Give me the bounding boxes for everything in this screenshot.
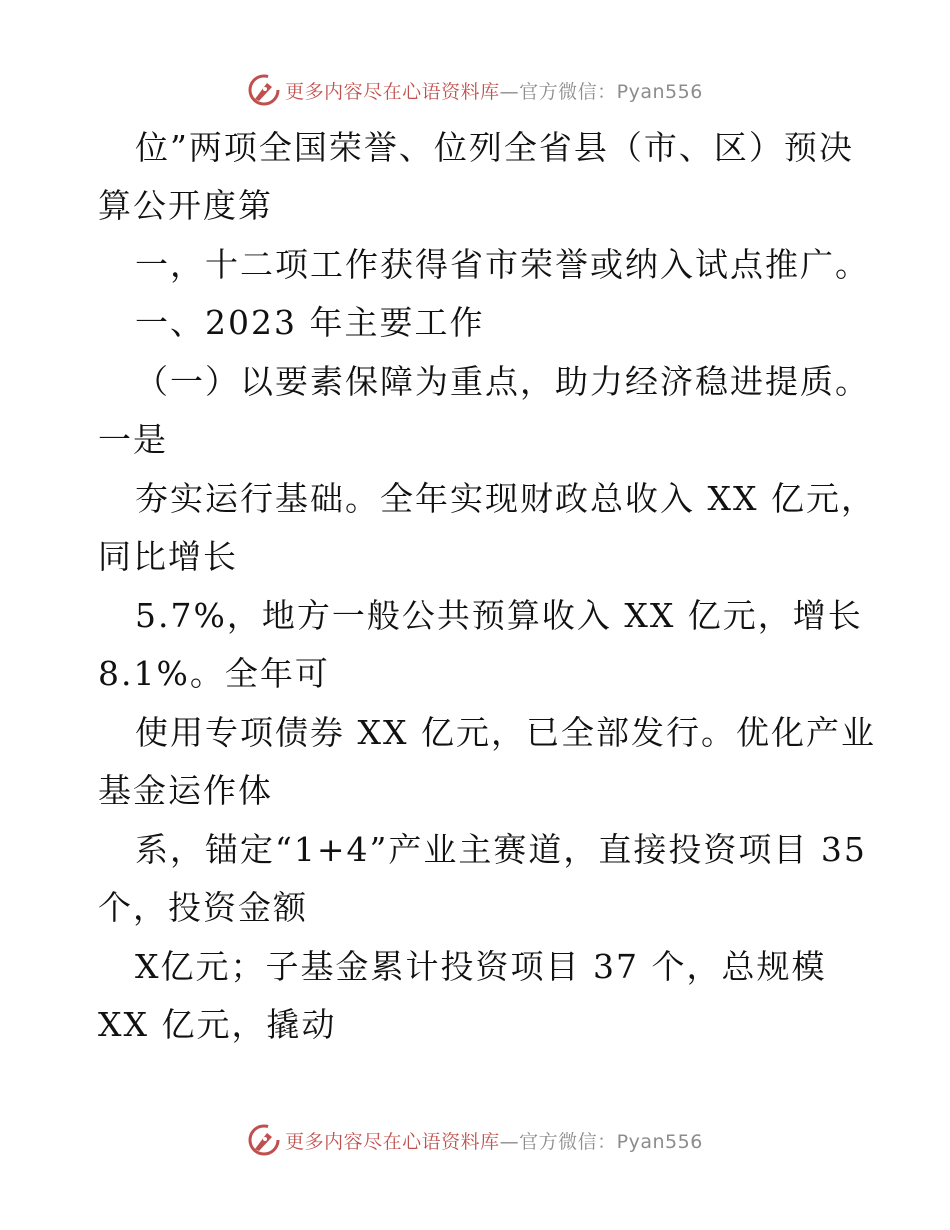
- text-line: 算公开度第: [98, 186, 273, 225]
- section-heading: 一、2023 年主要工作: [135, 303, 485, 342]
- subsection-heading: （一）以要素保障为重点，助力经济稳进提质。: [135, 362, 870, 401]
- footer-watermark: [0, 1122, 950, 1158]
- watermark-contact: —官方微信：Pyan556: [499, 1130, 703, 1153]
- text-line: 夯实运行基础。全年实现财政总收入 XX 亿元，: [135, 479, 876, 518]
- watermark-brand: 更多内容尽在心语资料库: [285, 80, 500, 103]
- text-line: 同比增长: [98, 537, 238, 576]
- text-line: 系，锚定“1+4”产业主赛道，直接投资项目 35: [135, 830, 867, 869]
- text-line: 基金运作体: [98, 771, 273, 810]
- watermark-brand: 更多内容尽在心语资料库: [285, 1130, 500, 1153]
- text-line: 位”两项全国荣誉、位列全省县（市、区）预决: [135, 128, 854, 167]
- text-line: X亿元；子基金累计投资项目 37 个，总规模: [135, 947, 827, 986]
- text-line: 8.1%。全年可: [98, 654, 330, 693]
- watermark-text: [285, 1127, 703, 1154]
- text-line: XX 亿元，撬动: [98, 1005, 337, 1044]
- text-line: 一是: [98, 420, 168, 459]
- pen-nib-logo-icon: [247, 1123, 281, 1157]
- text-line: 个，投资金额: [98, 888, 308, 927]
- text-line: 5.7%，地方一般公共预算收入 XX 亿元，增长: [135, 596, 863, 635]
- watermark-contact: —官方微信：Pyan556: [499, 80, 703, 103]
- text-line: 使用专项债券 XX 亿元，已全部发行。优化产业: [135, 713, 876, 752]
- text-line: 一，十二项工作获得省市荣誉或纳入试点推广。: [135, 245, 870, 284]
